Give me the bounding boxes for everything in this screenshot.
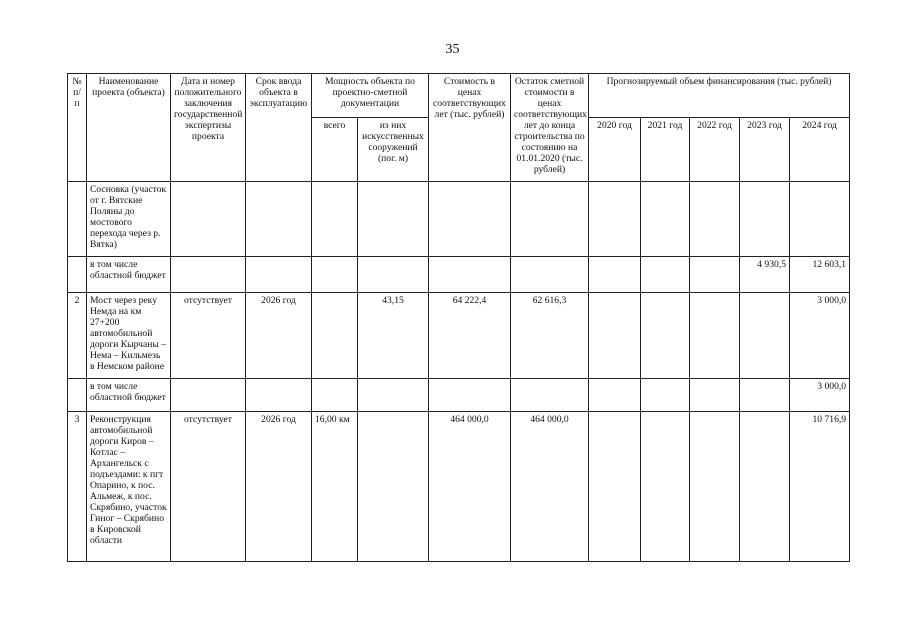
cell-2020 — [589, 182, 641, 257]
cell-cap-art: 43,15 — [358, 293, 429, 379]
cell-remaining — [511, 257, 589, 293]
header-forecast: Прогнозируемый объем финансирования (тыс. рублей) — [589, 74, 850, 118]
cell-num — [68, 182, 87, 257]
cell-expertise: отсутствует — [171, 293, 246, 379]
cell-2021 — [641, 379, 690, 412]
cell-commission — [246, 379, 312, 412]
cell-cap-art — [358, 379, 429, 412]
cell-2024: 10 716,9 — [790, 412, 850, 562]
cell-2023 — [740, 182, 790, 257]
cell-commission: 2026 год — [246, 412, 312, 562]
cell-num: 3 — [68, 412, 87, 562]
header-capacity: Мощность объекта по проектно-сметной документации — [312, 74, 429, 118]
cell-2021 — [641, 257, 690, 293]
header-year-2020: 2020 год — [589, 118, 641, 182]
cell-cap-total — [312, 257, 358, 293]
cell-remaining — [511, 182, 589, 257]
cell-commission — [246, 182, 312, 257]
cell-cap-total — [312, 182, 358, 257]
cell-2022 — [690, 293, 740, 379]
cell-remaining: 62 616,3 — [511, 293, 589, 379]
cell-cap-total: 16,00 км — [312, 412, 358, 562]
header-remaining: Остаток сметной стоимости в ценах соответствующих лет до конца строительства по состоянию на 01.01.2020 (тыс. рублей) — [511, 74, 589, 182]
cell-2023 — [740, 412, 790, 562]
cell-2020 — [589, 412, 641, 562]
cell-commission: 2026 год — [246, 293, 312, 379]
cell-name: Мост через реку Немда на км 27+200 автомобильной дороги Кырчаны – Нема – Кильмезь в Немском районе — [87, 293, 171, 379]
table-row — [68, 182, 850, 257]
cell-2020 — [589, 293, 641, 379]
table-row — [68, 412, 850, 562]
cell-name: в том числе областной бюджет — [87, 257, 171, 293]
financing-table — [67, 73, 850, 562]
cell-commission — [246, 257, 312, 293]
cell-expertise — [171, 379, 246, 412]
cell-2021 — [641, 182, 690, 257]
cell-num: 2 — [68, 293, 87, 379]
header-year-2022: 2022 год — [690, 118, 740, 182]
cell-2021 — [641, 412, 690, 562]
cell-cap-art — [358, 412, 429, 562]
cell-2020 — [589, 257, 641, 293]
header-name: Наименование проекта (объекта) — [87, 74, 171, 182]
cell-expertise: отсутствует — [171, 412, 246, 562]
cell-name: Реконструкция автомобильной дороги Киров – Котлас – Архангельск с подъездами: к пгт Опарино, к пос. Альмеж, к пос. Скрябино, участок Гиног – Скрябино в Кировской области — [87, 412, 171, 562]
cell-remaining: 464 000,0 — [511, 412, 589, 562]
cell-cap-art — [358, 257, 429, 293]
cell-cost — [429, 182, 511, 257]
cell-2022 — [690, 379, 740, 412]
header-expertise: Дата и номер положительного заключения государственной экспертизы проекта — [171, 74, 246, 182]
cell-num — [68, 257, 87, 293]
cell-2024: 3 000,0 — [790, 293, 850, 379]
cell-remaining — [511, 379, 589, 412]
cell-cost — [429, 379, 511, 412]
cell-2023 — [740, 379, 790, 412]
header-row-1 — [68, 74, 850, 118]
cell-name: Сосновка (участок от г. Вятские Поляны до мостового перехода через р. Вятка) — [87, 182, 171, 257]
cell-2022 — [690, 182, 740, 257]
cell-cap-art — [358, 182, 429, 257]
cell-cap-total — [312, 379, 358, 412]
table-row — [68, 293, 850, 379]
header-cost: Стоимость в ценах соответствующих лет (тыс. рублей) — [429, 74, 511, 182]
cell-cost — [429, 257, 511, 293]
header-num: № п/п — [68, 74, 87, 182]
cell-2023 — [740, 293, 790, 379]
cell-cost: 64 222,4 — [429, 293, 511, 379]
cell-name: в том числе областной бюджет — [87, 379, 171, 412]
cell-cost: 464 000,0 — [429, 412, 511, 562]
header-commission: Срок ввода объекта в эксплуатацию — [246, 74, 312, 182]
cell-2024: 3 000,0 — [790, 379, 850, 412]
cell-2023: 4 930,5 — [740, 257, 790, 293]
header-year-2023: 2023 год — [740, 118, 790, 182]
cell-2022 — [690, 412, 740, 562]
header-capacity-art: из них искусственных сооружений (пог. м) — [358, 118, 429, 182]
header-year-2021: 2021 год — [641, 118, 690, 182]
cell-expertise — [171, 257, 246, 293]
table-row — [68, 257, 850, 293]
page-number: 35 — [445, 42, 460, 57]
cell-2022 — [690, 257, 740, 293]
cell-2024: 12 603,1 — [790, 257, 850, 293]
header-capacity-total: всего — [312, 118, 358, 182]
cell-2021 — [641, 293, 690, 379]
cell-expertise — [171, 182, 246, 257]
cell-num — [68, 379, 87, 412]
cell-cap-total — [312, 293, 358, 379]
header-year-2024: 2024 год — [790, 118, 850, 182]
cell-2024 — [790, 182, 850, 257]
table-row — [68, 379, 850, 412]
cell-2020 — [589, 379, 641, 412]
